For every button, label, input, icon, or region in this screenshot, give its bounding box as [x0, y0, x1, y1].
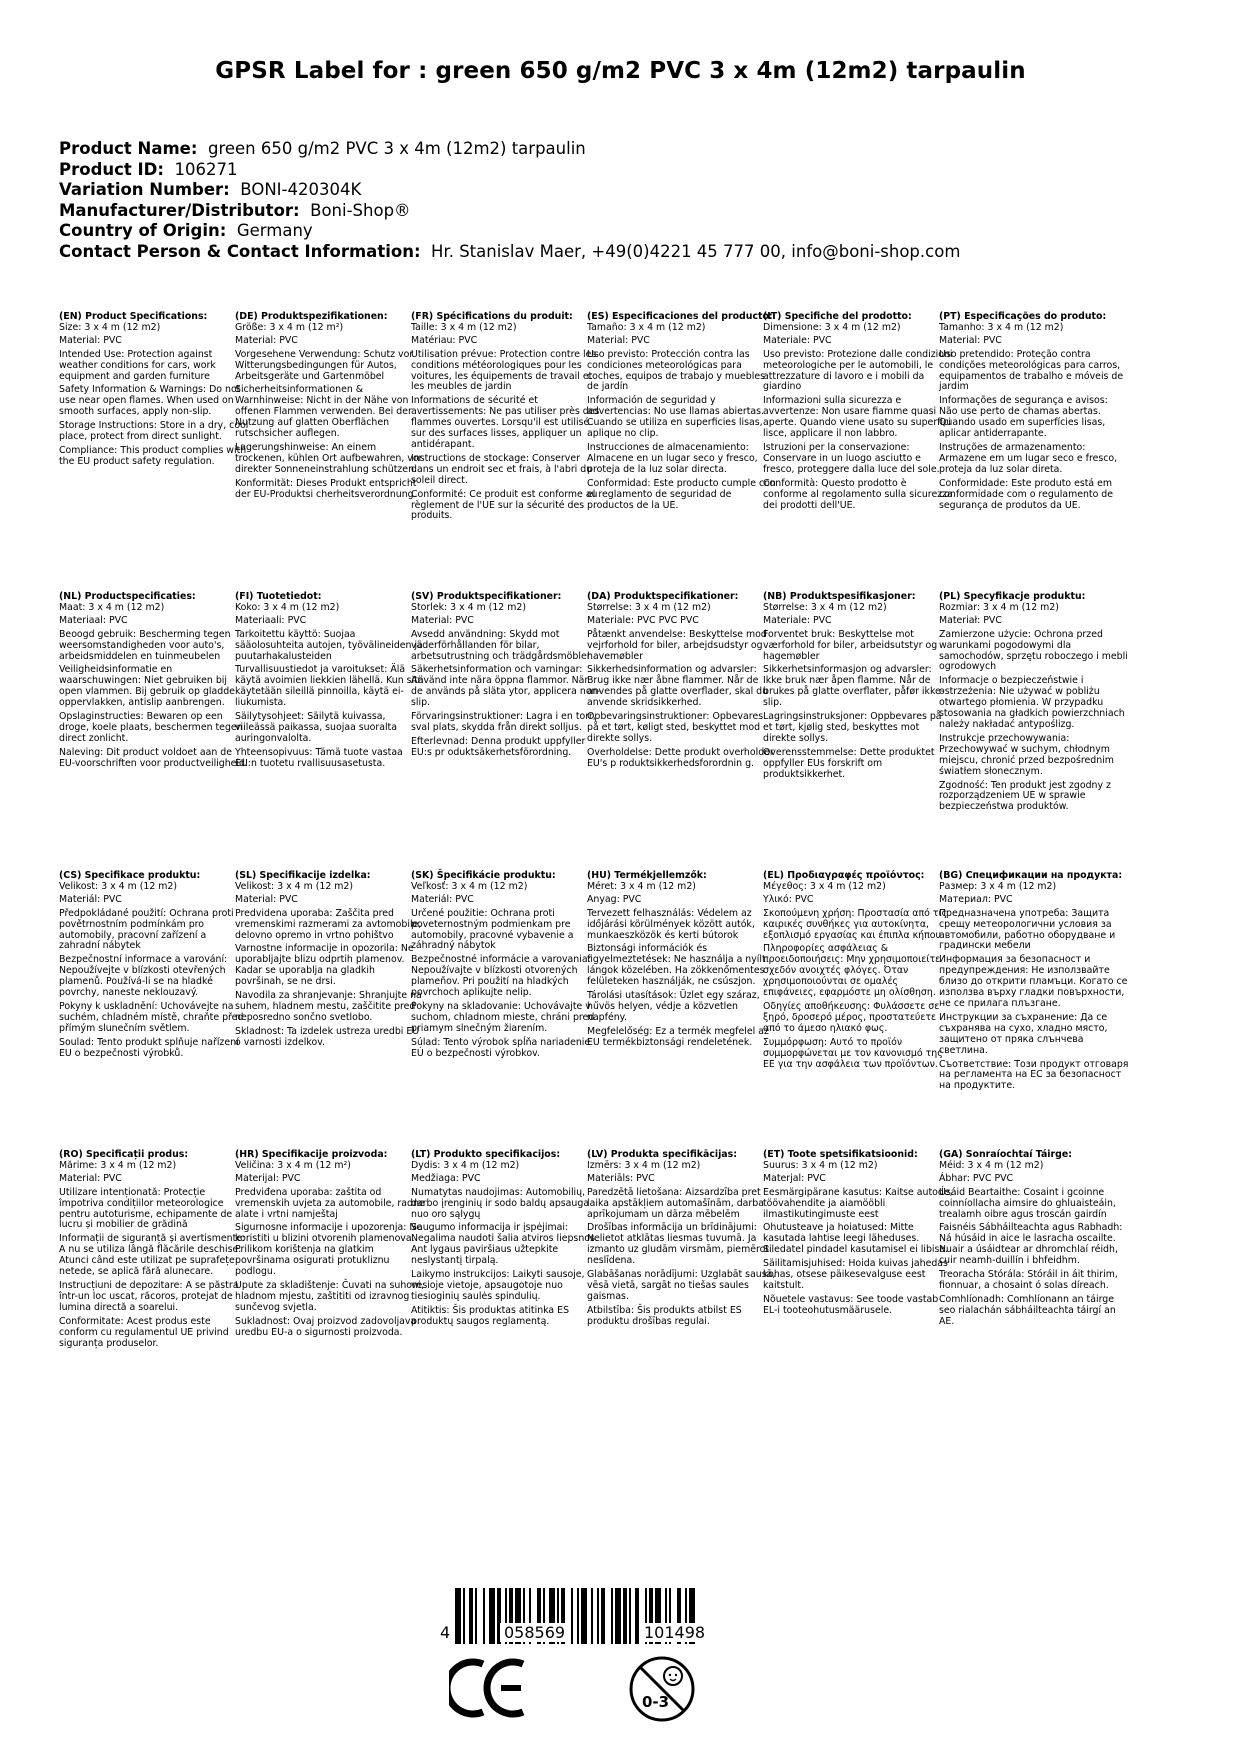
spec-line: Material: PVC: [235, 893, 298, 905]
spec-line: Určené použitie: Ochrana proti poveternostným podmienkam pre automobily, pracovné vybavenie a záhradný nábytok: [411, 907, 574, 952]
spec-line: Materjal: PVC: [763, 1172, 826, 1184]
spec-block: [939, 592, 1129, 815]
spec-line: Megfelelőség: Ez a termék megfelel az EU termékbiztonsági rendeletének.: [587, 1025, 769, 1048]
info-row: [59, 180, 960, 201]
spec-block: [235, 871, 425, 1051]
spec-line: Material: PVC: [587, 334, 650, 346]
spec-line: Opbevaringsinstruktioner: Opbevares på et tørt, køligt sted, beskyttet mod direkte sollys.: [587, 711, 764, 744]
info-row: [59, 201, 960, 222]
page-title: GPSR Label for : green 650 g/m2 PVC 3 x 4m (12m2) tarpaulin: [215, 58, 1026, 84]
spec-line: Instruções de armazenamento: Armazene em um lugar seco e fresco, proteja da luz solar direta.: [939, 441, 1118, 475]
spec-line: Beoogd gebruik: Bescherming tegen weersomstandigheden voor auto's, arbeidsmiddelen en tuinmeubelen: [59, 628, 231, 662]
age-0-3-warning-icon: [628, 1655, 696, 1723]
spec-line: Tervezett felhasználás: Védelem az időjárási körülmények között autók, munkaeszközök és kerti bútorok: [587, 907, 755, 941]
spec-line: Compliance: This product complies with the EU product safety regulation.: [59, 444, 247, 467]
spec-line: Materijal: PVC: [235, 1172, 301, 1184]
spec-line: Súlad: Tento výrobok spĺňa nariadenie EÚ o bezpečnosti výrobkov.: [411, 1036, 591, 1059]
info-row: [59, 242, 960, 263]
spec-line: Předpokládané použití: Ochrana proti povětrnostním podmínkám pro automobily, pracovní zařízení a zahradní nábytek: [59, 907, 234, 952]
spec-line: Οδηγίες αποθήκευσης: Φυλάσσετε σε ξηρό, δροσερό μέρος, προστατεύετε από το άμεσο ηλιακό φως.: [763, 1000, 940, 1034]
spec-block: [587, 1150, 777, 1330]
spec-line: Säilytysohjeet: Säilytä kuivassa, viileässä paikassa, suojaa suoralta auringonvalolta.: [235, 711, 397, 744]
spec-line: Velikost: 3 x 4 m (12 m2): [235, 880, 354, 892]
spec-heading: (ET) Toote spetsifikatsioonid:: [763, 1149, 918, 1160]
barcode-bar: [483, 1588, 485, 1644]
spec-line: Izmērs: 3 x 4 m (12 m2): [587, 1159, 701, 1171]
spec-line: Overholdelse: Dette produkt overholder EU's p roduktsikkerhedsforordnin g.: [587, 746, 774, 769]
spec-line: Säkerhetsinformation och varningar: Använd inte nära öppna flammor. När de används på släta ytor, applicera non-slip.: [411, 664, 601, 709]
spec-line: Pokyny k uskladnění: Uchovávejte na suchém, chladném místě, chraňte před přímým slunečním světlem.: [59, 1000, 244, 1034]
spec-line: Veiligheidsinformatie en waarschuwingen: Niet gebruiken bij open vlammen. Bij gebruik op gladde oppervlakken, antislip aanbrengen.: [59, 664, 235, 709]
spec-line: Materiaali: PVC: [235, 614, 307, 626]
spec-heading: (FR) Spécifications du produit:: [411, 311, 573, 322]
spec-line: Storlek: 3 x 4 m (12 m2): [411, 601, 527, 613]
spec-heading: (PL) Specyfikacje produktu:: [939, 591, 1086, 602]
spec-line: Utilisation prévue: Protection contre les conditions météorologiques pour les voitures, les équipements de travail et les meubles de jardin: [411, 348, 597, 393]
spec-line: Comhlíonadh: Comhlíonann an táirge seo rialachán sábháilteachta táirgí an AE.: [939, 1293, 1116, 1327]
spec-block: [235, 1150, 425, 1341]
spec-block: [59, 312, 249, 470]
spec-heading: (NB) Produktspesifikasjoner:: [763, 591, 916, 602]
spec-line: Vorgesehene Verwendung: Schutz vor Witterungsbedingungen für Autos, Arbeitsgeräte und Gartenmöbel: [235, 348, 414, 382]
spec-line: Materiale: PVC: [763, 334, 832, 346]
spec-line: Materiál: PVC: [411, 893, 474, 905]
info-value: green 650 g/m2 PVC 3 x 4m (12m2) tarpaulin: [207, 139, 586, 158]
info-value: Germany: [236, 221, 313, 240]
spec-line: Tamaño: 3 x 4 m (12 m2): [587, 321, 706, 333]
barcode-bar: [623, 1588, 627, 1644]
spec-line: Faisnéis Sábháilteachta agus Rabhadh: Ná húsáid in aice le lasracha oscailte. Nuair a úsáidtear ar dhromchlaí réidh, cuir neamh-duillín i bhfeidhm.: [939, 1222, 1123, 1267]
spec-line: Størrelse: 3 x 4 m (12 m2): [587, 601, 711, 613]
spec-line: Size: 3 x 4 m (12 m2): [59, 321, 161, 333]
spec-block: [763, 871, 953, 1072]
spec-block: [235, 592, 425, 772]
spec-line: Pokyny na skladovanie: Uchovávajte v suchom, chladnom mieste, chráni pred priamym slnečným žiarením.: [411, 1000, 595, 1034]
spec-line: Istruzioni per la conservazione: Conservare in un luogo asciutto e fresco, proteggere dalla luce del sole.: [763, 441, 940, 475]
barcode-bar: [591, 1588, 593, 1644]
spec-line: Skladnost: Ta izdelek ustreza uredbi EU o varnosti izdelkov.: [235, 1025, 420, 1048]
spec-line: Conformité: Ce produit est conforme au règlement de l'UE sur la sécurité des produits.: [411, 488, 598, 522]
spec-line: Съответствие: Този продукт отговаря на регламента на ЕС за безопасност на продуктите.: [939, 1058, 1129, 1092]
spec-line: Materiāls: PVC: [587, 1172, 655, 1184]
spec-heading: (RO) Specificații produs:: [59, 1149, 189, 1160]
spec-block: [587, 592, 777, 772]
barcode-bar: [489, 1588, 495, 1644]
spec-line: Πληροφορίες ασφάλειας & προειδοποιήσεις: Μην χρησιμοποιείτε σχεδόν ανοιχτές φλόγες. Όταν χρησιμοποιούνται σε ομαλές επιφάνειες, εφαρμόστε μη ολίσθηση.: [763, 943, 941, 999]
spec-line: Medžiaga: PVC: [411, 1172, 481, 1184]
spec-block: [235, 312, 425, 503]
spec-heading: (EL) Προδιαγραφές προϊόντος:: [763, 870, 925, 881]
spec-line: Upute za skladištenje: Čuvati na suhom, hladnom mjestu, zaštititi od izravnog sunčevog svjetla.: [235, 1279, 425, 1313]
spec-block: [763, 1150, 953, 1319]
spec-line: Overensstemmelse: Dette produktet oppfyller EUs forskrift om produktsikkerhet.: [763, 746, 935, 780]
spec-line: Υλικό: PVC: [763, 893, 814, 905]
barcode-bar: [635, 1588, 639, 1644]
spec-heading: (LV) Produkta specifikācijas:: [587, 1149, 737, 1160]
spec-line: Información de seguridad y advertencias: No use llamas abiertas. Cuando se utiliza en superficies lisas, aplique no clip.: [587, 395, 764, 440]
barcode-bar: [581, 1588, 587, 1644]
barcode-digit-first: 4: [436, 1623, 454, 1642]
spec-line: Material: PVC: [59, 334, 122, 346]
spec-line: Forventet bruk: Beskyttelse mot værforhold for biler, arbeidsutstyr og hagemøbler: [763, 628, 938, 662]
spec-line: Uso previsto: Protección contra las condiciones meteorológicas para coches, equipos de trabajo y muebles de jardín: [587, 348, 765, 393]
spec-line: Avsedd användning: Skydd mot väderförhållanden för bilar, arbetsutrustning och trädgårdsmöbler: [411, 628, 591, 662]
spec-line: Tamanho: 3 x 4 m (12 m2): [939, 321, 1064, 333]
spec-line: Laikymo instrukcijos: Laikyti sausoje, vėsioje vietoje, apsaugotoje nuo tiesioginių saulės spindulių.: [411, 1269, 585, 1302]
spec-line: Tárolási utasítások: Üzlet egy száraz, hűvös helyen, védje a közvetlen napfény.: [587, 990, 760, 1023]
spec-line: Sigurnosne informacije i upozorenja: Ne koristiti u blizini otvorenih plamenova. Prilikom korištenja na glatkim površinama osigurati protukliznu podlogu.: [235, 1222, 423, 1278]
barcode-bar: [629, 1588, 631, 1644]
barcode-bar: [455, 1588, 461, 1644]
spec-line: Yhteensopivuus: Tämä tuote vastaa EU:n tuotetu rvallisuusasetusta.: [235, 746, 403, 769]
barcode-bar: [615, 1588, 621, 1644]
spec-line: Bezpečnostní informace a varování: Nepoužívejte v blízkosti otevřených plamenů. Používá-li se na hladké povrchy, naneste neklouzavý.: [59, 954, 228, 999]
spec-line: Zgodność: Ten produkt jest zgodny z rozporządzeniem UE w sprawie bezpieczeństwa produktów.: [939, 779, 1111, 813]
spec-line: Nõuetele vastavus: See toode vastab EL-i tooteohutusmäärusele.: [763, 1293, 939, 1316]
spec-line: Maat: 3 x 4 m (12 m2): [59, 601, 165, 613]
spec-line: Varnostne informacije in opozorila: Ne uporabljajte blizu odprtih plamenov. Kadar se uporablja na gladkih površinah, se ne drsi.: [235, 943, 414, 988]
spec-line: Material: PVC: [59, 1172, 122, 1184]
spec-line: Rozmiar: 3 x 4 m (12 m2): [939, 601, 1059, 613]
spec-line: Atitiktis: Šis produktas atitinka ES produktų saugos reglamentą.: [411, 1304, 570, 1327]
barcode-digits-group-1: 058569: [500, 1623, 569, 1642]
spec-line: Matériau: PVC: [411, 334, 478, 346]
spec-block: [939, 871, 1129, 1094]
spec-line: Intended Use: Protection against weather conditions for cars, work equipment and garden furniture: [59, 348, 216, 382]
spec-heading: (SK) Špecifikácie produktu:: [411, 870, 556, 881]
spec-line: Soulad: Tento produkt splňuje nařízení EU o bezpečnosti výrobků.: [59, 1036, 239, 1059]
spec-line: Velikost: 3 x 4 m (12 m2): [59, 880, 178, 892]
spec-line: Размер: 3 x 4 m (12 m2): [939, 880, 1057, 892]
info-label: Manufacturer/Distributor:: [59, 200, 300, 220]
spec-line: Instrucciones de almacenamiento: Almacene en un lugar seco y fresco, proteja de la luz solar directa.: [587, 441, 758, 475]
info-row: [59, 160, 960, 181]
info-label: Country of Origin:: [59, 221, 227, 240]
spec-line: Méret: 3 x 4 m (12 m2): [587, 880, 696, 892]
spec-line: Efterlevnad: Denna produkt uppfyller EU:s pr oduktsäkerhetsförordning.: [411, 735, 586, 758]
spec-line: Sikkerhetsinformasjon og advarsler: Ikke bruk nær åpen flamme. Når de brukes på glatte overflater, påfør ikke-slip.: [763, 664, 945, 709]
spec-heading: (GA) Sonraíochtaí Táirge:: [939, 1149, 1072, 1160]
info-value: 106271: [174, 159, 238, 179]
spec-line: Größe: 3 x 4 m (12 m²): [235, 321, 344, 333]
spec-line: Safety Information & Warnings: Do not use near open flames. When used on smooth surfaces, apply non-slip.: [59, 384, 241, 418]
spec-heading: (CS) Specifikace produktu:: [59, 870, 201, 881]
spec-line: Säilitamisjuhised: Hoida kuivas jahedas kohas, otsese päikesevalguse eest kaitstult.: [763, 1258, 948, 1291]
spec-line: Biztonsági információk és figyelmeztetések: Ne használja a nyílt lángok közelében. Ha zökkenőmentes felületeken használják, ne csúszjon.: [587, 943, 766, 988]
spec-heading: (SL) Specifikacije izdelka:: [235, 870, 371, 881]
spec-line: Materiał: PVC: [939, 614, 1002, 626]
info-row: [59, 139, 960, 160]
info-row: [59, 221, 960, 242]
spec-line: Sukladnost: Ovaj proizvod zadovoljava uredbu EU-a o sigurnosti proizvoda.: [235, 1315, 417, 1338]
spec-line: Инструкции за съхранение: Да се съхранява на сухо, хладно място, защитено от пряка слънчева светлина.: [939, 1011, 1108, 1056]
spec-block: [59, 871, 249, 1062]
spec-line: Treoracha Stórála: Stóráil in áit thirim, fionnuar, a chosaint ó solas díreach.: [939, 1269, 1118, 1291]
spec-line: Opslaginstructies: Bewaren op een droge, koele plaats, beschermen tegen direct zonlicht.: [59, 711, 243, 744]
svg-text:0-3: 0-3: [642, 1693, 670, 1711]
spec-block: [411, 312, 601, 524]
info-label: Product Name:: [59, 139, 198, 158]
spec-line: Lagringsinstruksjoner: Oppbevares på et tørt, kjølig sted, beskyttes mot direkte sollys.: [763, 711, 942, 744]
spec-line: Koko: 3 x 4 m (12 m2): [235, 601, 340, 613]
spec-line: Påtænkt anvendelse: Beskyttelse mod vejrforhold for biler, arbejdsudstyr og havemøbler: [587, 628, 767, 662]
spec-line: Úsáid Beartaithe: Cosaint i gcoinne coinníollacha aimsire do ghluaisteáin, trealamh oibre agus troscán gairdín: [939, 1186, 1116, 1220]
spec-line: Uso previsto: Protezione dalle condizioni meteorologiche per le automobili, le attrezzature di lavoro e i mobili da giardino: [763, 348, 953, 393]
spec-line: Veličina: 3 x 4 m (12 m²): [235, 1159, 351, 1171]
spec-line: Instructions de stockage: Conserver dans un endroit sec et frais, à l'abri du soleil direct.: [411, 452, 593, 486]
spec-line: Informații de siguranță și avertismente: A nu se utiliza lângă flăcările deschise. Atunci când este utilizat pe suprafețe netede, se aplică fără alunecare.: [59, 1233, 246, 1278]
spec-block: [587, 871, 777, 1051]
barcode-bar: [463, 1588, 465, 1644]
spec-line: Material: PVC: [235, 334, 298, 346]
spec-line: Conformità: Questo prodotto è conforme al regolamento sulla sicurezza dei prodotti dell'UE.: [763, 477, 953, 511]
spec-line: Conformitate: Acest produs este conform cu regulamentul UE privind siguranța produselor.: [59, 1315, 229, 1349]
spec-heading: (EN) Product Specifications:: [59, 311, 208, 322]
spec-line: Anyag: PVC: [587, 893, 642, 905]
spec-line: Naleving: Dit product voldoet aan de EU-voorschriften voor productveiligheid.: [59, 746, 248, 769]
spec-line: Taille: 3 x 4 m (12 m2): [411, 321, 517, 333]
info-value: Boni-Shop®: [310, 200, 411, 220]
spec-line: Informations de sécurité et avertissements: Ne pas utiliser près des flammes ouvertes. Lorsqu'il est utilisé sur des surfaces lisses, appliquer un antidérapant.: [411, 395, 600, 450]
spec-line: Conformidad: Este producto cumple con el reglamento de seguridad de productos de la UE.: [587, 477, 776, 511]
spec-line: Eesmärgipärane kasutus: Kaitse autode, töövahendite ja aiamööbli ilmastikutingimuste eest: [763, 1186, 953, 1220]
spec-block: [939, 1150, 1129, 1330]
spec-line: Förvaringsinstruktioner: Lagra i en torr, sval plats, skydda från direkt solljus.: [411, 711, 596, 733]
spec-line: Tarkoitettu käyttö: Suojaa sääolosuhteita autojen, työvälineiden ja puutarhakalusteiden: [235, 628, 423, 662]
spec-line: Navodila za shranjevanje: Shranjujte na suhem, hladnem mestu, zaščitite pred neposredno sončno svetlobo.: [235, 990, 422, 1023]
product-info: [59, 139, 960, 262]
spec-line: Informazioni sulla sicurezza e avvertenze: Non usare fiamme quasi aperte. Quando viene usato su superfici lisce, applicare il non labbro.: [763, 395, 951, 440]
spec-line: Størrelse: 3 x 4 m (12 m2): [763, 601, 887, 613]
spec-line: Glabāšanas norādījumi: Uzglabāt sausā, vēsā vietā, sargāt no tiešas saules gaismas.: [587, 1269, 776, 1302]
spec-line: Ábhar: PVC PVC: [939, 1172, 1014, 1184]
barcode-bar: [577, 1588, 579, 1644]
barcode-bar: [597, 1588, 599, 1644]
spec-line: Predviđena uporaba: zaštita od vremenskih uvjeta za automobile, radne alate i vrtni namještaj: [235, 1186, 425, 1220]
barcode-digits-group-2: 101498: [640, 1623, 709, 1642]
spec-line: Informações de segurança e avisos: Não use perto de chamas abertas. Quando usado em superfícies lisas, aplicar antiderrapante.: [939, 395, 1108, 440]
spec-block: [411, 871, 601, 1062]
spec-block: [411, 1150, 601, 1330]
info-value: BONI-420304K: [240, 180, 362, 199]
spec-heading: (DA) Produktspecifikationer:: [587, 591, 739, 602]
spec-heading: (BG) Спецификации на продукта:: [939, 870, 1123, 881]
spec-line: Conformidade: Este produto está em conformidade com o regulamento de segurança de produtos da UE.: [939, 477, 1114, 511]
info-label: Variation Number:: [59, 180, 230, 199]
spec-line: Uso pretendido: Proteção contra condições meteorológicas para carros, equipamentos de trabalho e móveis de jardim: [939, 348, 1124, 393]
spec-block: [763, 592, 953, 783]
spec-line: Dydis: 3 x 4 m (12 m2): [411, 1159, 520, 1171]
spec-block: [587, 312, 777, 513]
spec-line: Instrucțiuni de depozitare: A se păstra într-un loc uscat, răcoros, protejat de lumina directă a soarelui.: [59, 1279, 239, 1313]
spec-line: Numatytas naudojimas: Automobilių, darbo įrenginių ir sodo baldų apsauga nuo oro sąlygų: [411, 1186, 590, 1220]
spec-line: Materiál: PVC: [59, 893, 122, 905]
spec-line: Sikkerhedsinformation og advarsler: Brug ikke nær åbne flammer. Når de anvendes på glatte overflader, skal du anvende skridsikkerhed.: [587, 664, 769, 709]
spec-line: Информация за безопасност и предупреждения: Не използвайте близо до открити пламъци. Когато се използва върху гладки повърхности, не се прилага плъзгане.: [939, 954, 1128, 1009]
spec-line: Konformität: Dieses Produkt entspricht der EU-Produktsi cherheitsverordnung.: [235, 477, 417, 500]
spec-heading: (NL) Productspecificaties:: [59, 591, 196, 602]
spec-heading: (IT) Specifiche del prodotto:: [763, 311, 912, 322]
info-value: Hr. Stanislav Maer, +49(0)4221 45 777 00, info@boni-shop.com: [431, 241, 961, 261]
spec-line: Zamierzone użycie: Ochrona przed warunkami pogodowymi dla samochodów, sprzętu roboczego i mebli ogrodowych: [939, 628, 1128, 673]
spec-heading: (ES) Especificaciones del producto:: [587, 311, 773, 322]
spec-line: Saugumo informacija ir įspėjimai: Negalima naudoti šalia atviros liepsnos. Ant lygaus paviršiaus užtepkite neslystantį tirpalą.: [411, 1222, 598, 1267]
barcode-bar: [601, 1588, 605, 1644]
barcode-bar: [571, 1588, 573, 1644]
spec-line: Materiaal: PVC: [59, 614, 128, 626]
spec-line: Informacje o bezpieczeństwie i ostrzeżenia: Nie używać w pobliżu otwartego płomienia. W przypadku stosowania na gładkich powierzchniach należy nakładać antypoślizg.: [939, 675, 1125, 730]
spec-heading: (FI) Tuotetiedot:: [235, 591, 322, 602]
spec-line: Lagerungshinweise: An einem trockenen, kühlen Ort aufbewahren, vor direkter Sonneneinstrahlung schützen.: [235, 441, 423, 475]
spec-line: Méid: 3 x 4 m (12 m2): [939, 1159, 1044, 1171]
spec-block: [763, 312, 953, 513]
spec-line: Drošības informācija un brīdinājumi: Nelietot atklātas liesmas tuvumā. Ja izmanto uz gludām virsmām, piemērot neslīdena.: [587, 1222, 770, 1267]
barcode-bar: [475, 1588, 477, 1644]
spec-heading: (HR) Specifikacije proizvoda:: [235, 1149, 388, 1160]
spec-line: Συμμόρφωση: Αυτό το προϊόν συμμορφώνεται με τον κανονισμό της ΕΕ για την ασφάλεια των προϊόντων.: [763, 1036, 943, 1070]
spec-block: [411, 592, 601, 761]
spec-line: Материал: PVC: [939, 893, 1013, 905]
spec-line: Sicherheitsinformationen & Warnhinweise: Nicht in der Nähe von offenen Flammen verwenden. Bei der Nutzung auf glatten Oberflächen rutschsicher auflegen.: [235, 384, 412, 440]
spec-line: Paredzētā lietošana: Aizsardzība pret laika apstākļiem automašīnām, darba aprīkojumam un dārza mēbelēm: [587, 1186, 764, 1220]
spec-line: Instrukcje przechowywania: Przechowywać w suchym, chłodnym miejscu, chronić przed bezpośrednim światłem słonecznym.: [939, 732, 1114, 777]
spec-line: Ohutusteave ja hoiatused: Mitte kasutada lahtise leegi läheduses. Siledatel pindadel kasutamisel ei libise.: [763, 1222, 949, 1256]
spec-line: Atbilstība: Šis produkts atbilst ES produktu drošības regulai.: [587, 1304, 742, 1327]
info-label: Contact Person & Contact Information:: [59, 241, 421, 261]
spec-line: Bezpečnostné informácie a varovania: Nepoužívajte v blízkosti otvorených plameňov. Pri použití na hladkých povrchoch aplikujte nelip.: [411, 954, 591, 999]
spec-heading: (HU) Termékjellemzők:: [587, 870, 707, 881]
spec-block: [59, 592, 249, 772]
ce-mark-icon: [449, 1658, 527, 1718]
spec-line: Storage Instructions: Store in a dry, cool place, protect from direct sunlight.: [59, 420, 249, 443]
spec-line: Utilizare intenționată: Protecție împotriva condițiilor meteorologice pentru autoturisme, echipamente de lucru și mobilier de grădină: [59, 1186, 233, 1231]
spec-line: Material: PVC: [411, 614, 474, 626]
spec-line: Materiale: PVC PVC PVC: [587, 614, 699, 626]
spec-line: Mărime: 3 x 4 m (12 m2): [59, 1159, 177, 1171]
spec-block: [59, 1150, 249, 1351]
spec-heading: (LT) Produkto specifikacijos:: [411, 1149, 561, 1160]
spec-heading: (SV) Produktspecifikationer:: [411, 591, 562, 602]
spec-line: Предназначена употреба: Защита срещу метеорологични условия за автомобили, работно оборудване и градински мебели: [939, 907, 1116, 952]
spec-line: Μέγεθος: 3 x 4 m (12 m2): [763, 880, 886, 892]
spec-line: Dimensione: 3 x 4 m (12 m2): [763, 321, 901, 333]
spec-line: Σκοπούμενη χρήση: Προστασία από τις καιρικές συνθήκες για αυτοκίνητα, εξοπλισμό εργασίας και έπιπλα κήπου: [763, 907, 948, 941]
spec-block: [939, 312, 1129, 513]
spec-heading: (PT) Especificações do produto:: [939, 311, 1107, 322]
barcode-bar: [469, 1588, 473, 1644]
spec-line: Suurus: 3 x 4 m (12 m2): [763, 1159, 878, 1171]
info-label: Product ID:: [59, 159, 164, 179]
barcode-bar: [611, 1588, 613, 1644]
spec-line: Veľkosť: 3 x 4 m (12 m2): [411, 880, 528, 892]
spec-line: Predvidena uporaba: Zaščita pred vremenskimi razmerami za avtomobile, delovno opremo in vrtno pohištvo: [235, 907, 422, 941]
spec-line: Materiale: PVC: [763, 614, 832, 626]
spec-line: Turvallisuustiedot ja varoitukset: Älä käytä avoimien liekkien lähellä. Kun sitä käytetään sileillä pinnoilla, käytä ei-liukumista.: [235, 664, 424, 709]
spec-line: Material: PVC: [939, 334, 1002, 346]
spec-heading: (DE) Produktspezifikationen:: [235, 311, 388, 322]
